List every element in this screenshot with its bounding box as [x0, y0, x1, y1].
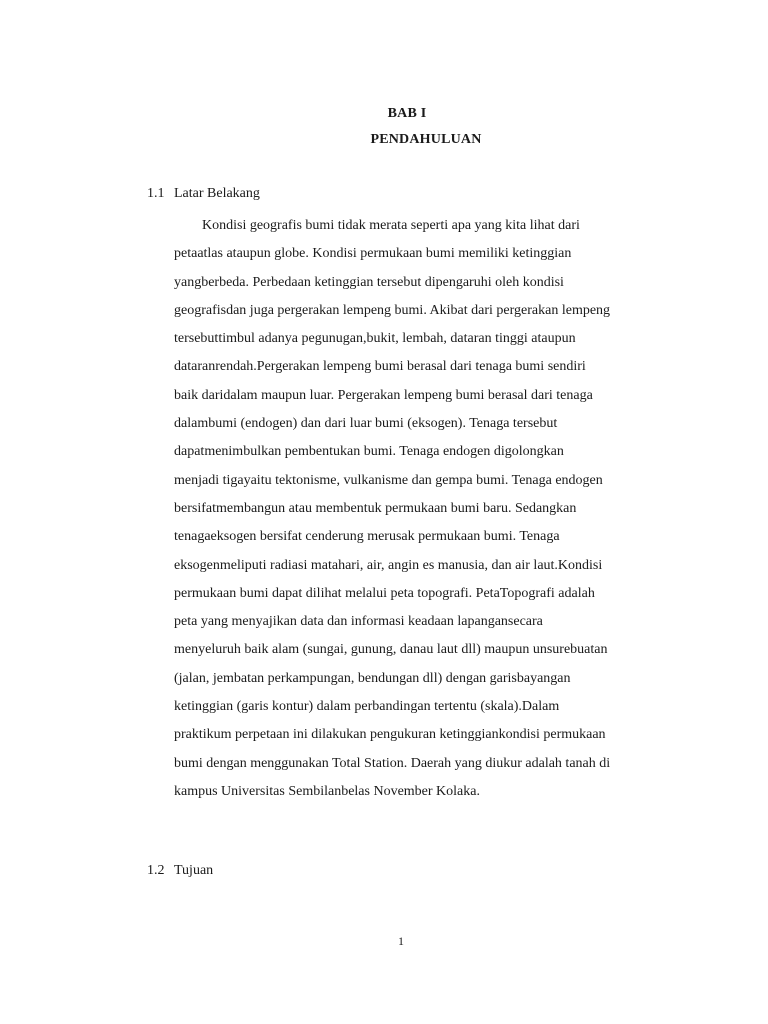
- section-title: Latar Belakang: [174, 186, 260, 201]
- body-paragraph: [174, 212, 684, 806]
- paragraph-line: kampus Universitas Sembilanbelas November Kolaka.: [174, 783, 480, 799]
- paragraph-line: permukaan bumi dapat dilihat melalui peta topografi. PetaTopografi adalah: [174, 585, 595, 601]
- paragraph-line: menjadi tigayaitu tektonisme, vulkanisme dan gempa bumi. Tenaga endogen: [174, 472, 603, 488]
- paragraph-line: eksogenmeliputi radiasi matahari, air, angin es manusia, dan air laut.Kondisi: [174, 557, 603, 573]
- paragraph-line: geografisdan juga pergerakan lempeng bumi. Akibat dari pergerakan lempeng: [174, 302, 611, 318]
- paragraph-line: dataranrendah.Pergerakan lempeng bumi berasal dari tenaga bumi sendiri: [174, 359, 586, 375]
- section-heading-tujuan: [147, 863, 213, 879]
- section-number: 1.2: [147, 863, 165, 878]
- paragraph-line: baik daridalam maupun luar. Pergerakan lempeng bumi berasal dari tenaga: [174, 387, 593, 403]
- paragraph-line: praktikum perpetaan ini dilakukan pengukuran ketinggiankondisi permukaan: [174, 727, 606, 743]
- section-number: 1.1: [147, 186, 165, 201]
- paragraph-line: petaatlas ataupun globe. Kondisi permukaan bumi memiliki ketinggian: [174, 246, 572, 262]
- paragraph-line: bumi dengan menggunakan Total Station. Daerah yang diukur adalah tanah di: [174, 755, 611, 771]
- section-heading-latar-belakang: [147, 186, 260, 202]
- chapter-heading: BAB I: [387, 106, 427, 121]
- paragraph-line: peta yang menyajikan data dan informasi keadaan lapangansecara: [174, 614, 543, 630]
- paragraph-line: bersifatmembangun atau membentuk permukaan bumi baru. Sedangkan: [174, 500, 577, 516]
- paragraph-line: dapatmenimbulkan pembentukan bumi. Tenaga endogen digolongkan: [174, 444, 564, 460]
- page-number: 1: [398, 934, 404, 948]
- paragraph-line: (jalan, jembatan perkampungan, bendungan dll) dengan garisbayangan: [174, 670, 571, 686]
- paragraph-line: tenagaeksogen bersifat cenderung merusak permukaan bumi. Tenaga: [174, 529, 560, 545]
- paragraph-line: ketinggian (garis kontur) dalam perbandingan tertentu (skala).Dalam: [174, 699, 560, 715]
- chapter-title: PENDAHULUAN: [370, 132, 482, 147]
- paragraph-line: Kondisi geografis bumi tidak merata seperti apa yang kita lihat dari: [202, 218, 580, 233]
- paragraph-line: yangberbeda. Perbedaan ketinggian tersebut dipengaruhi oleh kondisi: [174, 274, 564, 290]
- section-title: Tujuan: [174, 863, 214, 878]
- paragraph-line: tersebuttimbul adanya pegunugan,bukit, lembah, dataran tinggi ataupun: [174, 331, 576, 347]
- paragraph-line: menyeluruh baik alam (sungai, gunung, danau laut dll) maupun unsurebuatan: [174, 642, 608, 658]
- paragraph-line: dalambumi (endogen) dan dari luar bumi (eksogen). Tenaga tersebut: [174, 416, 558, 432]
